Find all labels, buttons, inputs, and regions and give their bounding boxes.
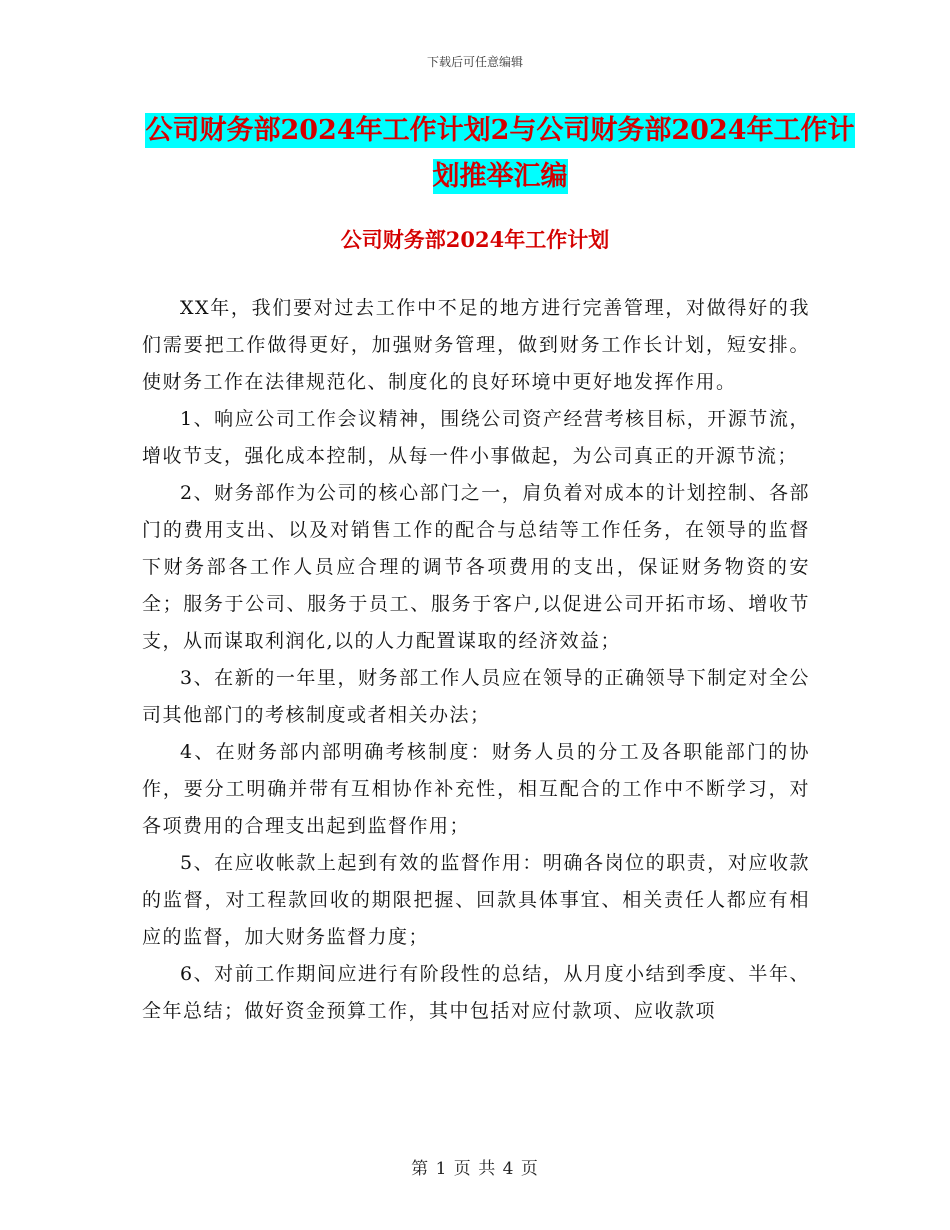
paragraph-item-4: 4、在财务部内部明确考核制度：财务人员的分工及各职能部门的协作，要分工明确并带有互相协作补充性，相互配合的工作中不断学习，对各项费用的合理支出起到监督作用；	[142, 741, 810, 837]
document-body	[142, 290, 810, 1030]
paragraph-item-2: 2、财务部作为公司的核心部门之一，肩负着对成本的计划控制、各部门的费用支出、以及对销售工作的配合与总结等工作任务，在领导的监督下财务部各工作人员应合理的调节各项费用的支出，保证财务物资的安全；服务于公司、服务于员工、服务于客户,以促进公司开拓市场、增收节支，从而谋取利润化,以的人力配置谋取的经济效益；	[142, 482, 810, 652]
paragraph-item-1: 1、响应公司工作会议精神，围绕公司资产经营考核目标，开源节流，增收节支，强化成本控制，从每一件小事做起，为公司真正的开源节流；	[142, 408, 810, 467]
paragraph-item-6: 6、对前工作期间应进行有阶段性的总结，从月度小结到季度、半年、全年总结；做好资金预算工作，其中包括对应付款项、应收款项	[142, 963, 810, 1022]
section-title: 公司财务部2024年工作计划	[340, 227, 610, 252]
document-title	[140, 108, 860, 200]
header-note: 下载后可任意编辑	[426, 55, 523, 69]
paragraph-item-5: 5、在应收帐款上起到有效的监督作用：明确各岗位的职责，对应收款的监督，对工程款回收的期限把握、回款具体事宜、相关责任人都应有相应的监督，加大财务监督力度；	[142, 852, 810, 948]
paragraph-intro: XX年，我们要对过去工作中不足的地方进行完善管理，对做得好的我们需要把工作做得更好，加强财务管理，做到财务工作长计划，短安排。使财务工作在法律规范化、制度化的良好环境中更好地发挥作用。	[142, 297, 810, 393]
page-footer: 第 1 页 共 4 页	[411, 1159, 539, 1179]
document-title-text: 公司财务部2024年工作计划2与公司财务部2024年工作计划推举汇编	[145, 115, 855, 192]
paragraph-item-3: 3、在新的一年里，财务部工作人员应在领导的正确领导下制定对全公司其他部门的考核制度或者相关办法；	[142, 667, 810, 726]
